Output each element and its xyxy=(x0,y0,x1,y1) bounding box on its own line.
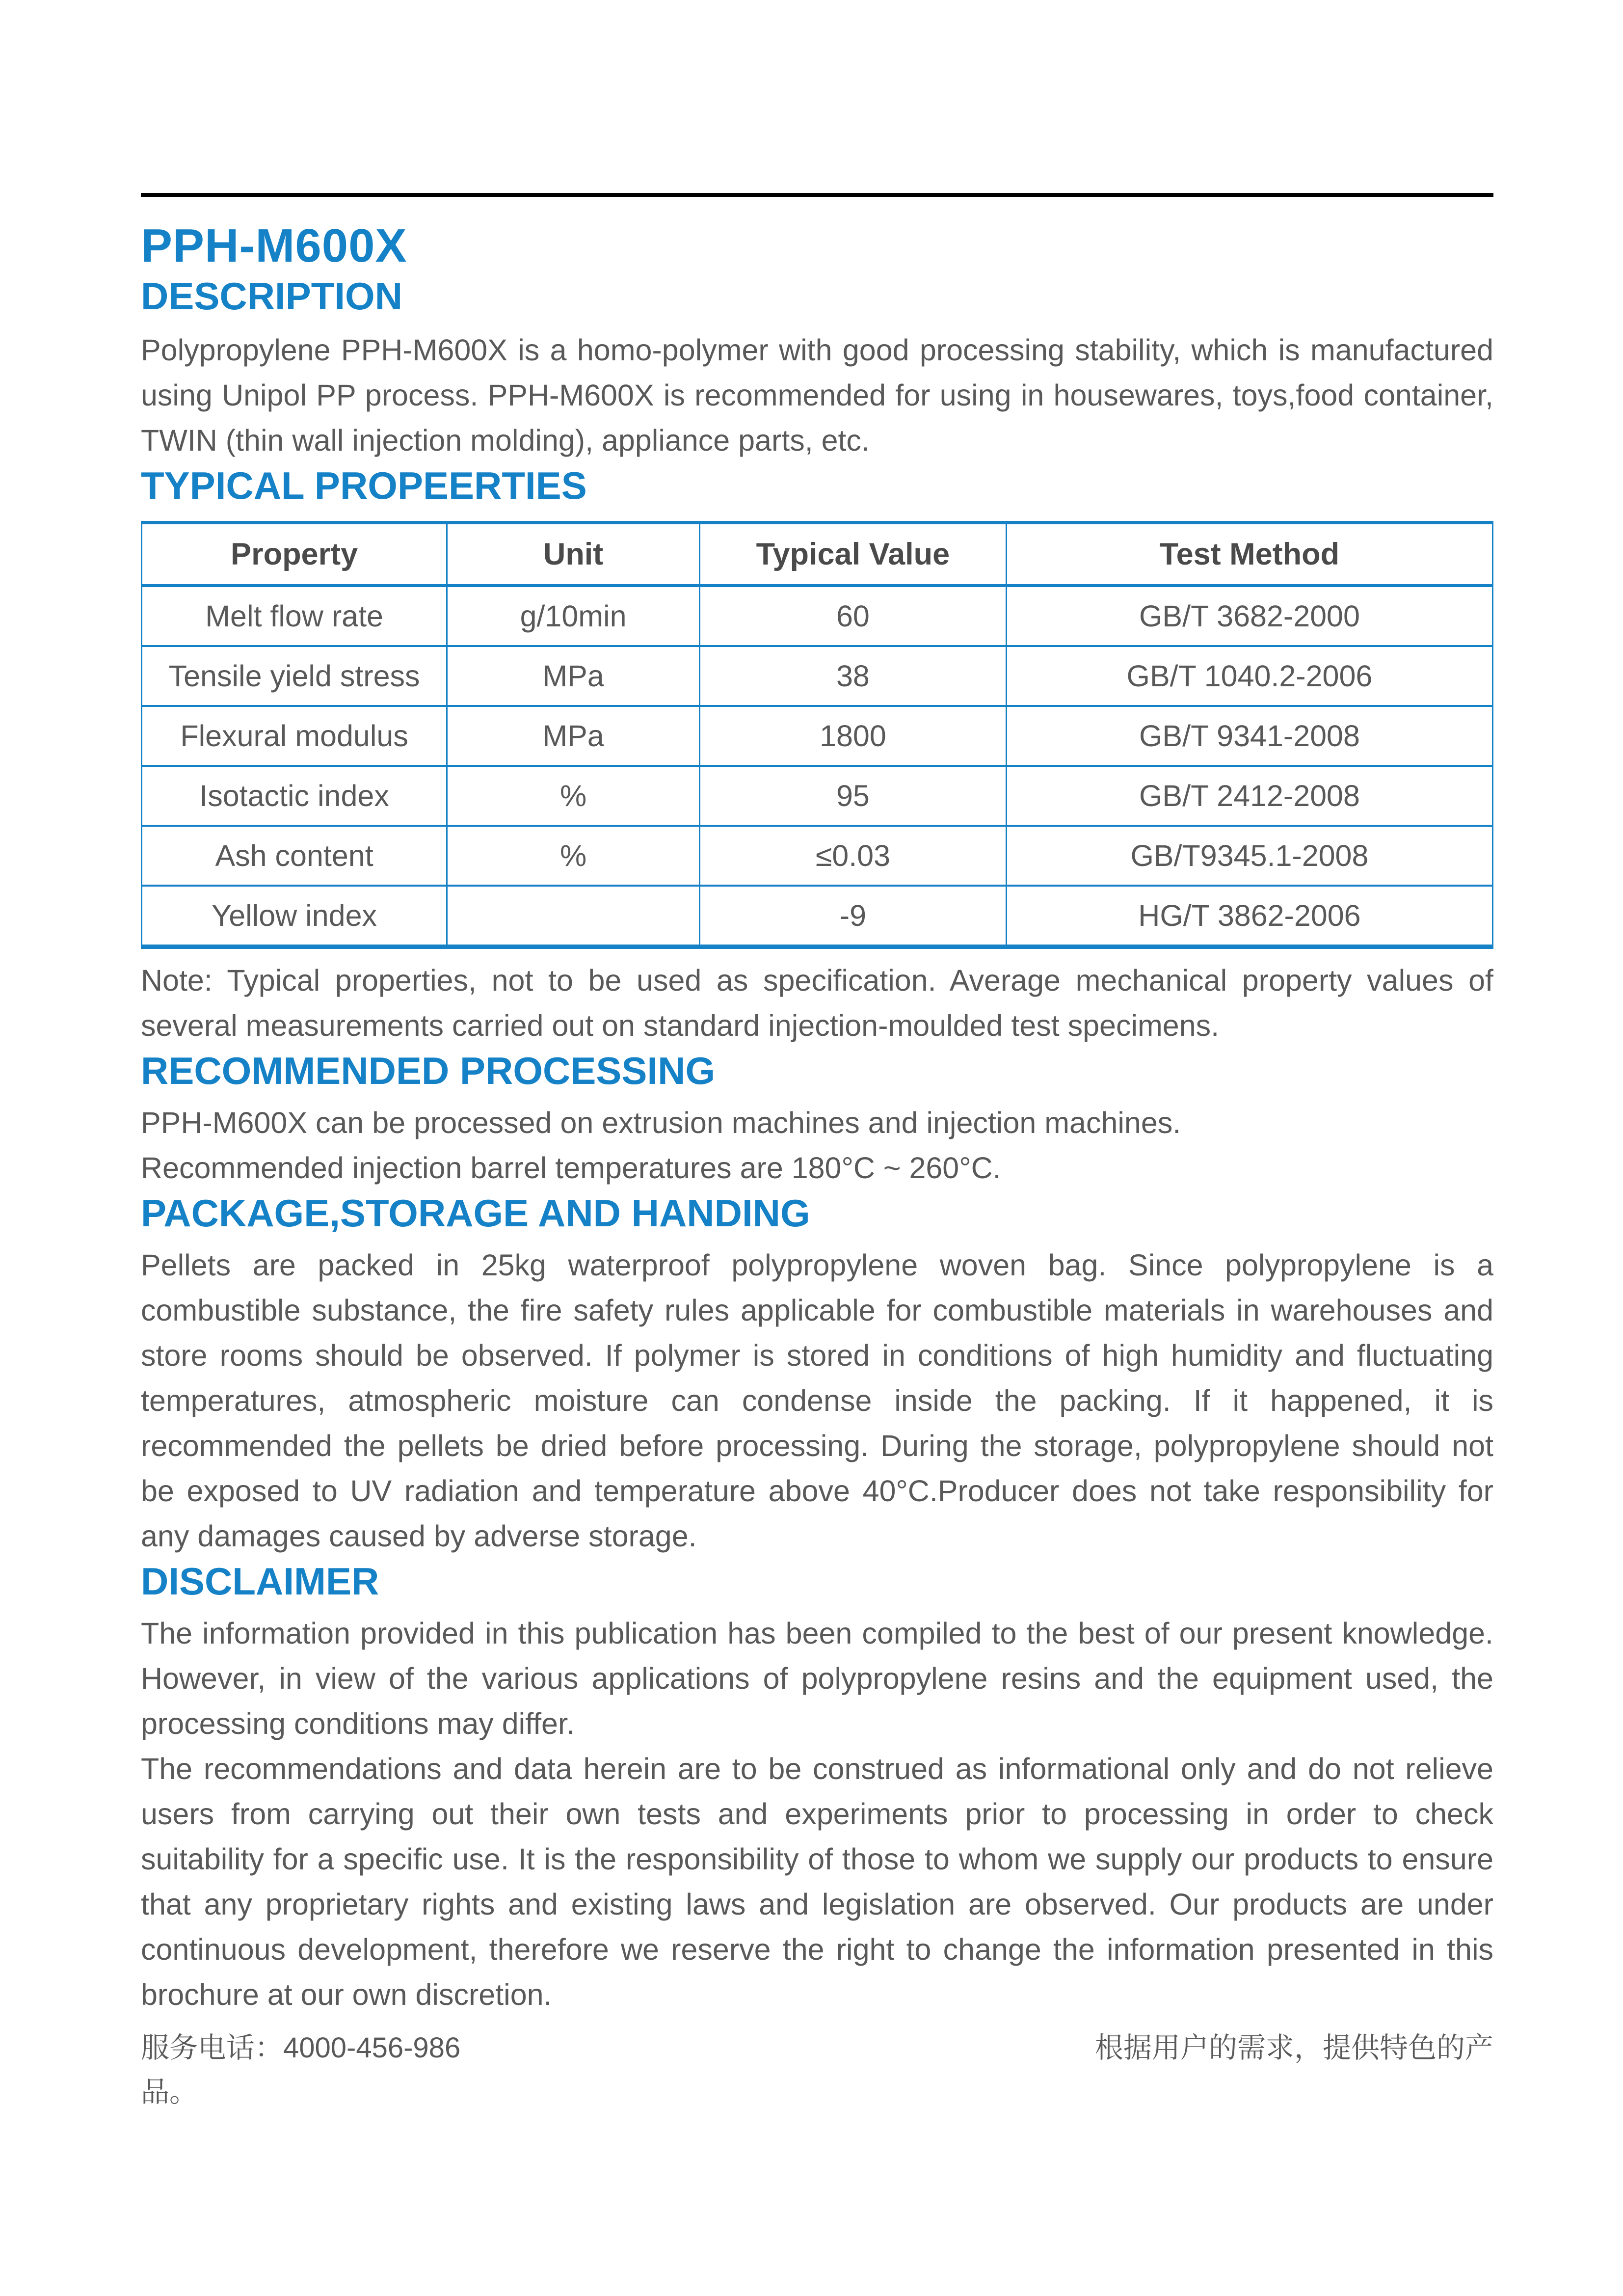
test-method-cell: GB/T 1040.2-2006 xyxy=(1006,646,1492,706)
footer-note-overflow: 品。 xyxy=(141,2076,198,2108)
disclaimer-paragraph: The recommendations and data herein are to be construed as informational only and do not relieve users from carrying out their own tests and experiments prior to processing in order to check suitability for a specific use. It is the responsibility of those to whom we supply our products to ensure that any proprietary rights and existing laws and legislation are observed. Our products are under continuous development, therefore we reserve the right to change the information presented in this brochure at our own discretion. xyxy=(141,1752,1493,2011)
property-cell: Flexural modulus xyxy=(142,706,447,766)
table-row xyxy=(142,646,1493,706)
table-row xyxy=(142,586,1493,646)
table-row xyxy=(142,706,1493,766)
recommended-processing-line: PPH-M600X can be processed on extrusion machines and injection machines. xyxy=(141,1106,1181,1139)
table-note: Note: Typical properties, not to be used as specification. Average mechanical property values of several measurements carried out on standard injection-moulded test specimens. xyxy=(141,964,1493,1042)
typical-value-cell: 1800 xyxy=(699,706,1006,766)
table-row xyxy=(142,826,1493,886)
column-header-test-method: Test Method xyxy=(1006,523,1492,586)
service-phone: 服务电话：4000-456-986 xyxy=(141,2032,461,2064)
typical-value-cell: -9 xyxy=(699,886,1006,947)
unit-cell: g/10min xyxy=(447,586,700,646)
column-header-typical-value: Typical Value xyxy=(699,523,1006,586)
unit-cell: MPa xyxy=(447,646,700,706)
top-rule xyxy=(141,193,1493,197)
typical-value-cell: 60 xyxy=(699,586,1006,646)
column-header-property: Property xyxy=(142,523,447,586)
unit-cell: % xyxy=(447,826,700,886)
test-method-cell: HG/T 3862-2006 xyxy=(1006,886,1492,947)
typical-value-cell: 95 xyxy=(699,766,1006,826)
unit-cell: % xyxy=(447,766,700,826)
description-paragraph: Polypropylene PPH-M600X is a homo-polymer with good processing stability, which is manufactured using Unipol PP process. PPH-M600X is recommended for using in housewares, toys,food container, TWIN (thin wall injection molding), appliance parts, etc. xyxy=(141,333,1493,457)
unit-cell: MPa xyxy=(447,706,700,766)
footer xyxy=(141,2026,1493,2070)
property-cell: Ash content xyxy=(142,826,447,886)
table-header-row xyxy=(142,523,1493,586)
section-heading-recommended-processing: RECOMMENDED PROCESSING xyxy=(141,1049,716,1092)
test-method-cell: GB/T 9341-2008 xyxy=(1006,706,1492,766)
test-method-cell: GB/T 2412-2008 xyxy=(1006,766,1492,826)
package-storage-paragraph: Pellets are packed in 25kg waterproof polypropylene woven bag. Since polypropylene is a combustible substance, the fire safety rules applicable for combustible materials in warehouses and store rooms should be observed. If polymer is stored in conditions of high humidity and fluctuating temperatures, atmospheric moisture can condense inside the packing. If it happened, it is recommended the pellets be dried before processing. During the storage, polypropylene should not be exposed to UV radiation and temperature above 40°C.Producer does not take responsibility for any damages caused by adverse storage. xyxy=(141,1248,1493,1553)
property-cell: Isotactic index xyxy=(142,766,447,826)
recommended-processing-line: Recommended injection barrel temperatures are 180°C ~ 260°C. xyxy=(141,1151,1001,1185)
column-header-unit: Unit xyxy=(447,523,700,586)
typical-value-cell: ≤0.03 xyxy=(699,826,1006,886)
test-method-cell: GB/T9345.1-2008 xyxy=(1006,826,1492,886)
page-content xyxy=(141,0,1493,2114)
section-heading-disclaimer: DISCLAIMER xyxy=(141,1560,379,1603)
table-row xyxy=(142,766,1493,826)
section-heading-typical-properties: TYPICAL PROPEERTIES xyxy=(141,464,587,507)
section-heading-description: DESCRIPTION xyxy=(141,274,403,318)
property-cell: Melt flow rate xyxy=(142,586,447,646)
section-heading-package-storage: PACKAGE,STORAGE AND HANDING xyxy=(141,1191,810,1235)
property-cell: Yellow index xyxy=(142,886,447,947)
custom-note: 根据用户的需求，提供特色的产 xyxy=(1094,2032,1493,2064)
typical-value-cell: 38 xyxy=(699,646,1006,706)
properties-table xyxy=(141,521,1493,949)
property-cell: Tensile yield stress xyxy=(142,646,447,706)
page-title: PPH-M600X xyxy=(141,219,407,272)
table-row xyxy=(142,886,1493,947)
disclaimer-paragraph: The information provided in this publication has been compiled to the best of our present knowledge. However, in view of the various applications of polypropylene resins and the equipment used, the processing conditions may differ. xyxy=(141,1617,1493,1740)
unit-cell xyxy=(447,886,700,947)
test-method-cell: GB/T 3682-2000 xyxy=(1006,586,1492,646)
